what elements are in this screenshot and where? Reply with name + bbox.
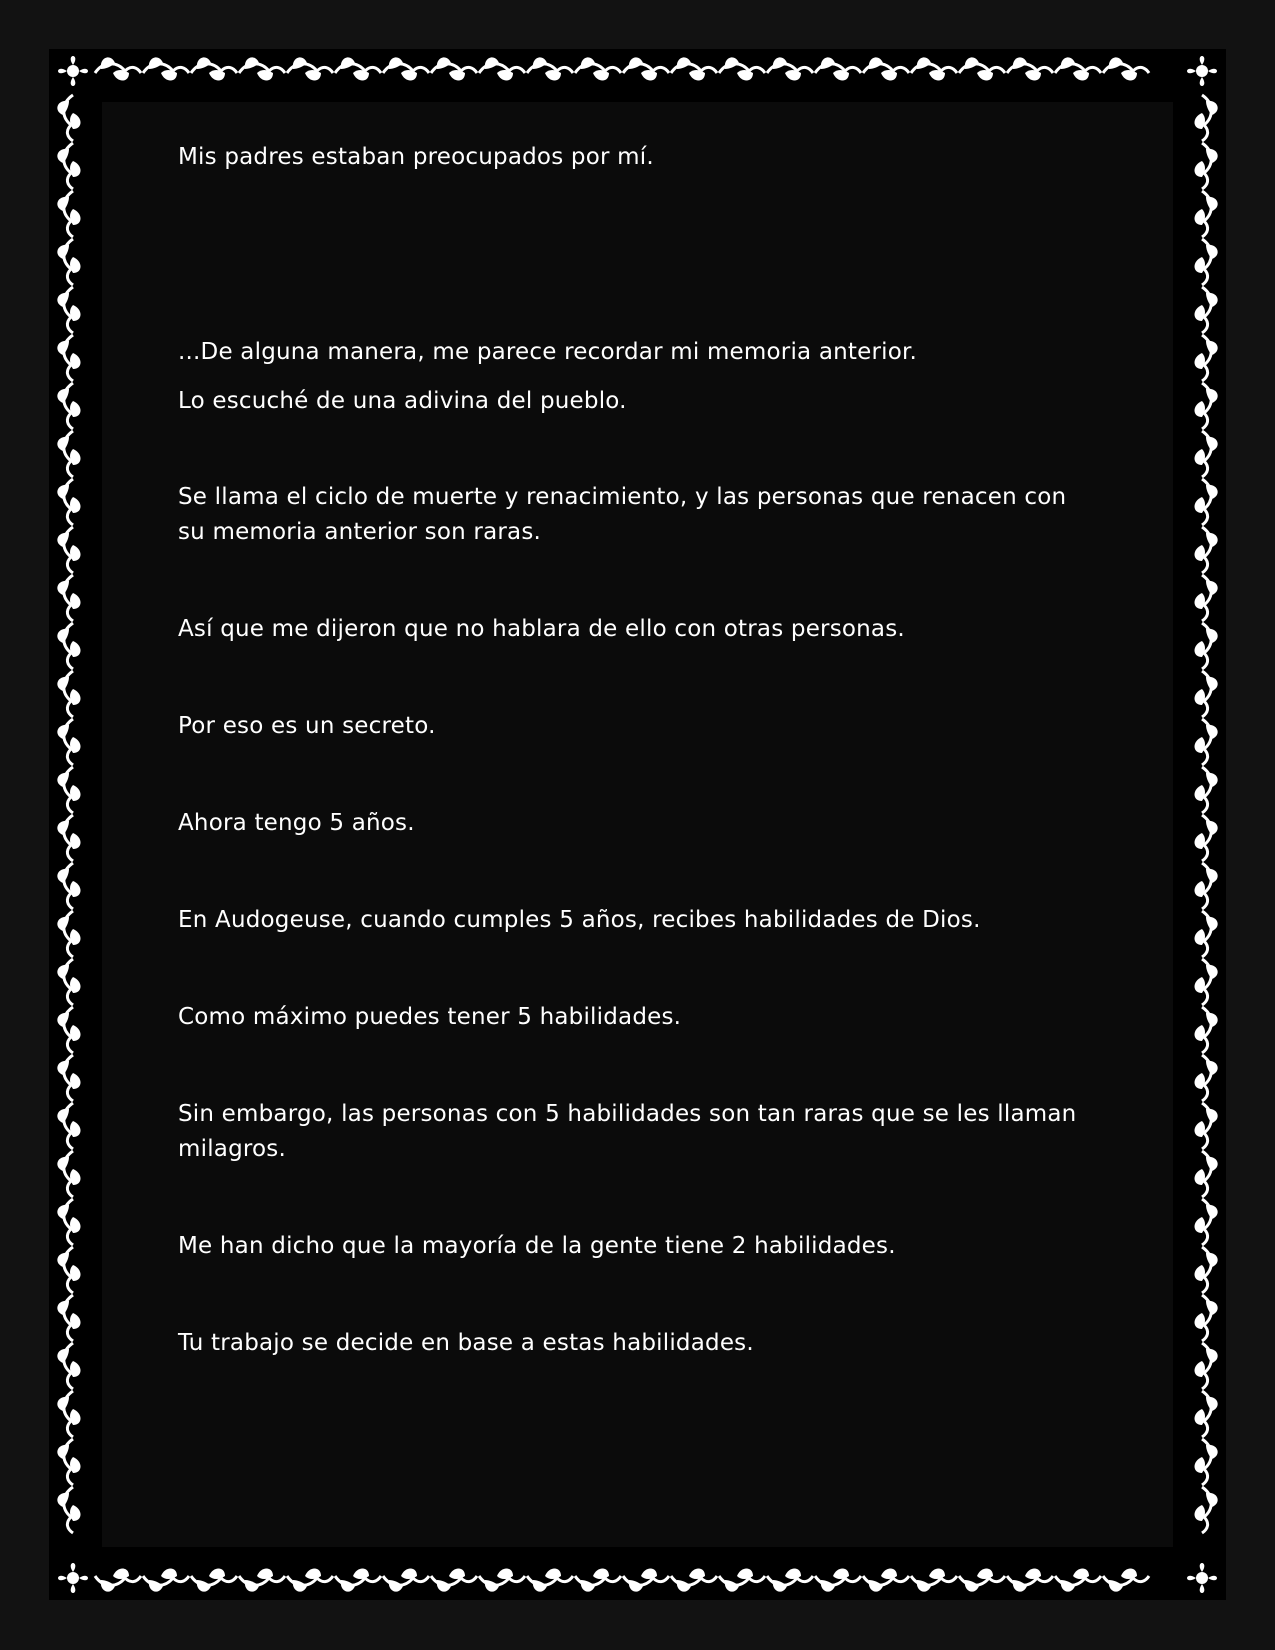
vine-leaf-icon [1195,383,1218,429]
vine-leaf-icon [143,57,189,80]
vine-leaf-icon [1195,239,1218,285]
vine-leaf-icon [1103,1569,1149,1592]
vine-leaf-icon [57,383,80,429]
vine-leaf-icon [1195,719,1218,765]
vine-leaf-icon [57,527,80,573]
vine-leaf-icon [1195,1391,1218,1437]
vine-leaf-icon [1195,143,1218,189]
vine-leaf-icon [1195,479,1218,525]
vine-leaf-icon [815,57,861,80]
vine-leaf-icon [57,1055,80,1101]
vine-leaf-icon [57,335,80,381]
vine-leaf-icon [1195,1343,1218,1389]
vine-leaf-icon [143,1569,189,1592]
vine-leaf-icon [57,671,80,717]
vine-leaf-icon [57,1151,80,1197]
vine-leaf-icon [191,57,237,80]
paragraph-2: ...De alguna manera, me parece recordar mi memoria anterior. [178,339,918,365]
vine-leaf-icon [57,719,80,765]
vine-leaf-icon [57,863,80,909]
vine-leaf-icon [57,767,80,813]
vine-leaf-icon [1195,1487,1218,1533]
vine-leaf-icon [1195,1007,1218,1053]
vine-leaf-icon [1195,95,1218,141]
vine-leaf-icon [57,191,80,237]
vine-leaf-icon [959,1569,1005,1592]
paragraph-6: Por eso es un secreto. [178,713,436,739]
paragraph-10: Sin embargo, las personas con 5 habilidades son tan raras que se les llaman milagros. [178,1101,1077,1162]
vine-leaf-icon [57,1391,80,1437]
vine-leaf-icon [57,95,80,141]
vine-leaf-icon [863,57,909,80]
paragraph-12: Tu trabajo se decide en base a estas habilidades. [178,1330,754,1356]
vine-leaf-icon [383,1569,429,1592]
vine-leaf-icon [191,1569,237,1592]
vine-leaf-icon [57,1199,80,1245]
vine-leaf-icon [479,57,525,80]
vine-leaf-icon [335,57,381,80]
vine-leaf-icon [57,1487,80,1533]
vine-leaf-icon [1195,1439,1218,1485]
vine-leaf-icon [57,911,80,957]
vine-leaf-icon [335,1569,381,1592]
vine-leaf-icon [1195,671,1218,717]
paragraph-9: Como máximo puedes tener 5 habilidades. [178,1004,682,1030]
vine-leaf-icon [57,287,80,333]
vine-leaf-icon [57,1439,80,1485]
paragraph-8: En Audogeuse, cuando cumples 5 años, recibes habilidades de Dios. [178,907,981,933]
vine-leaf-icon [479,1569,525,1592]
vine-leaf-icon [287,1569,333,1592]
vine-leaf-icon [57,1103,80,1149]
paragraph-7: Ahora tengo 5 años. [178,810,415,836]
page-frame [49,49,1226,1600]
vine-leaf-icon [815,1569,861,1592]
vine-leaf-icon [57,815,80,861]
vine-leaf-icon [1195,767,1218,813]
vine-leaf-icon [1195,1247,1218,1293]
vine-leaf-icon [431,57,477,80]
vine-leaf-icon [57,239,80,285]
vine-leaf-icon [1195,431,1218,477]
vine-leaf-icon [575,57,621,80]
paragraph-11: Me han dicho que la mayoría de la gente tiene 2 habilidades. [178,1233,896,1259]
vine-leaf-icon [1195,287,1218,333]
vine-leaf-icon [57,959,80,1005]
vine-leaf-icon [57,575,80,621]
vine-leaf-icon [57,1295,80,1341]
vine-leaf-icon [1195,815,1218,861]
vine-leaf-icon [1195,1199,1218,1245]
vine-leaf-icon [239,57,285,80]
vine-leaf-icon [1195,575,1218,621]
vine-leaf-icon [57,1343,80,1389]
vine-leaf-icon [239,1569,285,1592]
paragraph-3: Lo escuché de una adivina del pueblo. [178,388,627,414]
paragraph-4: Se llama el ciclo de muerte y renacimiento, y las personas que renacen con su memoria anterior son raras. [178,484,1067,545]
vine-leaf-icon [57,479,80,525]
vine-leaf-icon [959,57,1005,80]
vine-leaf-icon [95,1569,141,1592]
paragraph-5: Así que me dijeron que no hablara de ello con otras personas. [178,616,905,642]
vine-leaf-icon [1055,57,1101,80]
vine-leaf-icon [623,1569,669,1592]
vine-leaf-icon [1195,1103,1218,1149]
vine-leaf-icon [719,1569,765,1592]
vine-leaf-icon [1195,1295,1218,1341]
vine-leaf-icon [1195,863,1218,909]
vine-leaf-icon [287,57,333,80]
vine-leaf-icon [1195,527,1218,573]
vine-leaf-icon [1195,335,1218,381]
vine-leaf-icon [671,57,717,80]
vine-leaf-icon [527,1569,573,1592]
vine-leaf-icon [431,1569,477,1592]
vine-leaf-icon [1007,1569,1053,1592]
vine-leaf-icon [719,57,765,80]
vine-leaf-icon [57,1007,80,1053]
vine-leaf-icon [911,57,957,80]
text-panel [102,102,1173,1547]
vine-leaf-icon [1195,191,1218,237]
vine-leaf-icon [57,1247,80,1293]
paragraph-1: Mis padres estaban preocupados por mí. [178,144,654,170]
vine-leaf-icon [767,57,813,80]
vine-leaf-icon [57,623,80,669]
vine-leaf-icon [671,1569,717,1592]
vine-leaf-icon [383,57,429,80]
vine-leaf-icon [575,1569,621,1592]
vine-leaf-icon [1195,911,1218,957]
vine-leaf-icon [1007,57,1053,80]
vine-leaf-icon [911,1569,957,1592]
vine-leaf-icon [1195,623,1218,669]
vine-leaf-icon [1195,1151,1218,1197]
vine-leaf-icon [623,57,669,80]
vine-leaf-icon [57,431,80,477]
vine-leaf-icon [1195,959,1218,1005]
vine-leaf-icon [1103,57,1149,80]
vine-leaf-icon [1055,1569,1101,1592]
vine-leaf-icon [767,1569,813,1592]
vine-leaf-icon [527,57,573,80]
vine-leaf-icon [95,57,141,80]
vine-leaf-icon [1195,1055,1218,1101]
vine-leaf-icon [863,1569,909,1592]
vine-leaf-icon [57,143,80,189]
